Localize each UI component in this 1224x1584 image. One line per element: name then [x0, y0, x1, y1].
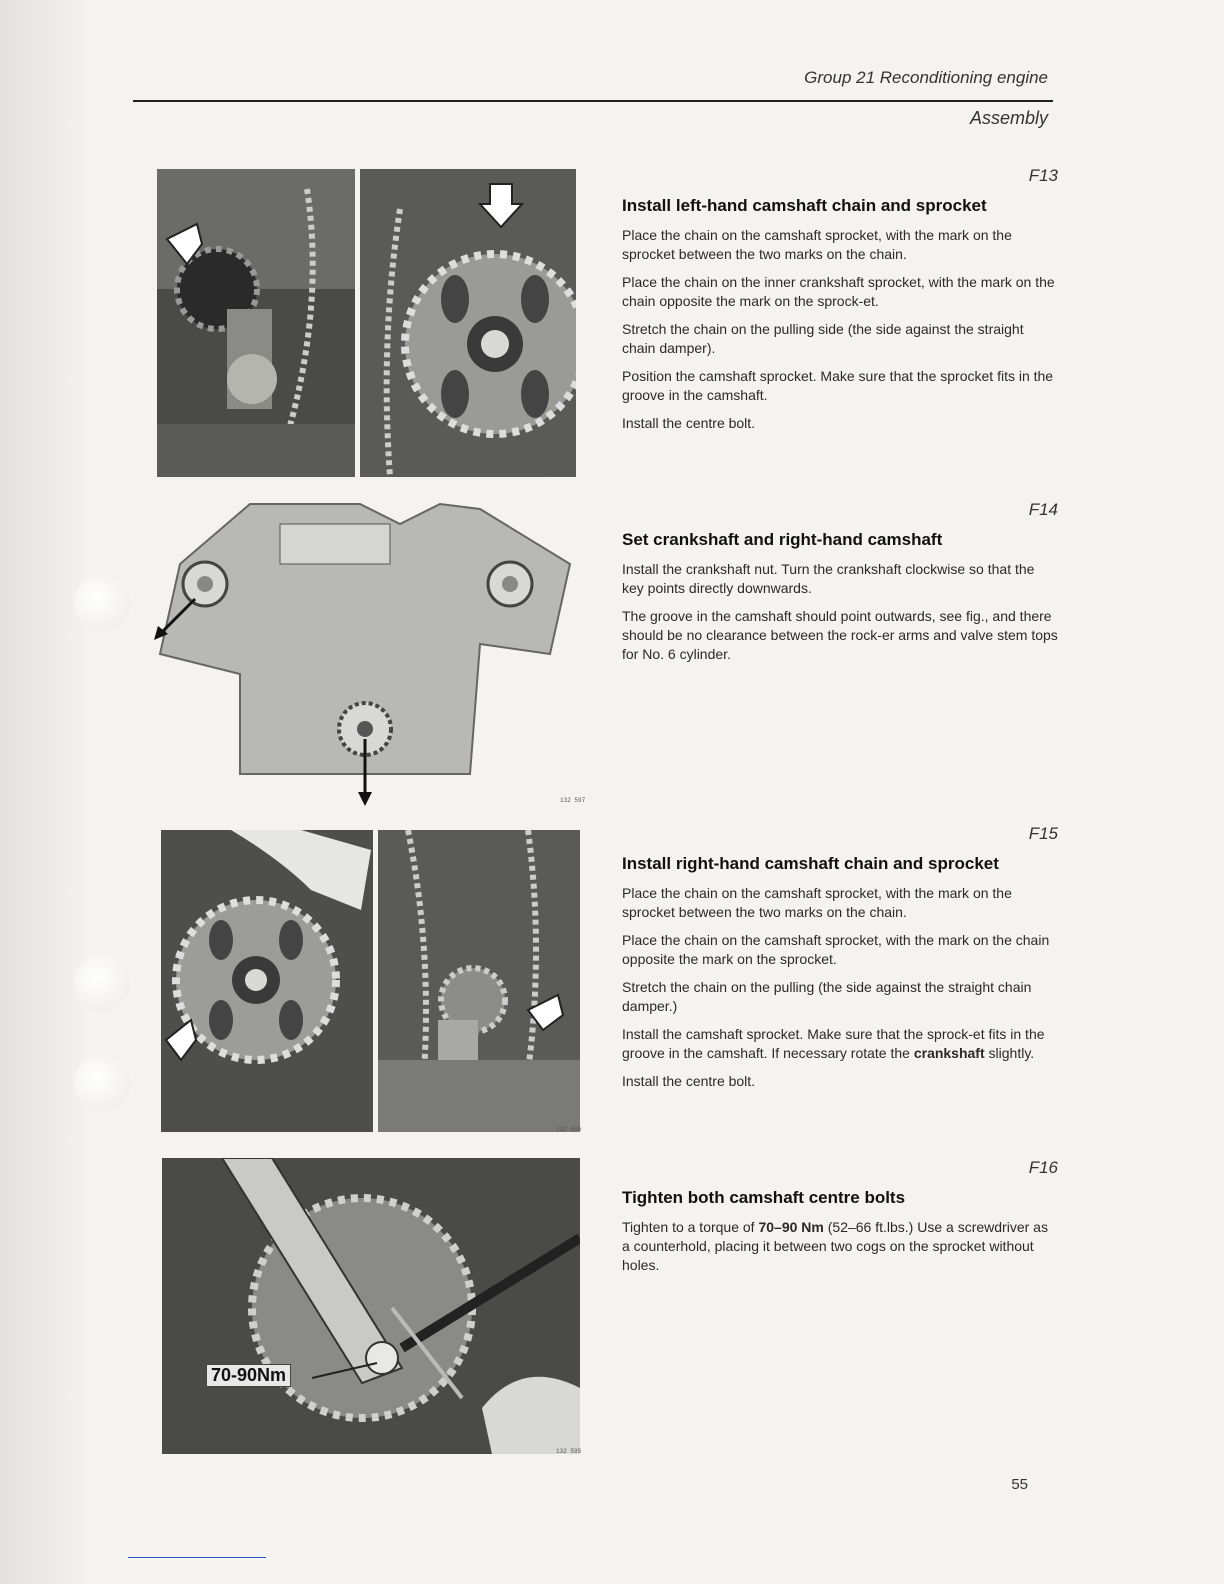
section-title: Install left-hand camshaft chain and sprocket	[622, 196, 987, 215]
figure-number: F15	[1028, 824, 1058, 843]
text-run: (52–66 ft.lbs.) Use a screwdriver as a counterhold, placing it between two cogs on the sprocket without holes.	[622, 1219, 1048, 1273]
header-rule	[133, 100, 1053, 102]
figure-code: 132 598	[545, 470, 571, 477]
text-run: slightly.	[984, 1045, 1035, 1061]
f13-photo-right	[360, 169, 576, 477]
section-title: Install right-hand camshaft chain and sprocket	[622, 854, 999, 873]
paragraph	[622, 1218, 1058, 1275]
section-f16	[622, 1158, 1058, 1284]
figure-number: F14	[1028, 500, 1058, 519]
bold-term: crankshaft	[913, 1045, 985, 1061]
section-title: Tighten both camshaft centre bolts	[622, 1188, 906, 1207]
figure-number: F13	[1028, 166, 1058, 185]
figure-code: 132 596	[556, 1126, 582, 1133]
section-f13	[622, 166, 1058, 442]
paragraph: Place the chain on the camshaft sprocket, with the mark on the sprocket between the two marks on the chain.	[622, 885, 1012, 920]
text-run: Install the camshaft sprocket. Make sure that the sprock-et fits in the groove in the camshaft. If necessary rotate the	[622, 1026, 1045, 1061]
paragraph: Stretch the chain on the pulling side (the side against the straight chain damper).	[622, 321, 1024, 356]
section-f14	[622, 500, 1058, 673]
f15-photo-right	[378, 830, 580, 1132]
section-f15	[622, 824, 1058, 1100]
punch-hole	[74, 575, 130, 631]
header-title: Group 21 Reconditioning engine	[804, 68, 1048, 87]
paragraph: Place the chain on the camshaft sprocket, with the mark on the chain opposite the mark on the sprocket.	[622, 932, 1050, 967]
f15-photo-left	[161, 830, 373, 1132]
torque-label: 70-90Nm	[206, 1364, 291, 1387]
f16-photo	[162, 1158, 580, 1454]
paragraph: The groove in the camshaft should point outwards, see fig., and there should be no clearance between the rock-er arms and valve stem tops for No. 6 cylinder.	[622, 608, 1058, 662]
paragraph: Place the chain on the camshaft sprocket, with the mark on the sprocket between the two marks on the chain.	[622, 227, 1012, 262]
page-edge-shadow	[0, 0, 90, 1584]
f13-photo-left	[157, 169, 355, 477]
punch-hole	[74, 1055, 130, 1111]
paragraph: Install the centre bolt.	[622, 1073, 756, 1089]
paragraph	[622, 1025, 1058, 1063]
figure-code: 132 595	[556, 1448, 582, 1455]
bold-term: 70–90 Nm	[758, 1219, 824, 1235]
link-underline	[128, 1557, 266, 1558]
f14-engine-diagram	[150, 494, 590, 814]
figure-number: F16	[1028, 1158, 1058, 1177]
paragraph: Stretch the chain on the pulling (the side against the straight chain damper.)	[622, 979, 1032, 1014]
figure-code: 132 597	[560, 797, 586, 804]
header-subtitle: Assembly	[969, 108, 1048, 128]
punch-hole	[74, 955, 130, 1011]
paragraph: Position the camshaft sprocket. Make sure that the sprocket fits in the groove in the camshaft.	[622, 368, 1054, 403]
text-run: Tighten to a torque of	[622, 1219, 759, 1235]
paragraph: Install the crankshaft nut. Turn the crankshaft clockwise so that the key points directly downwards.	[622, 561, 1035, 596]
paragraph: Install the centre bolt.	[622, 415, 756, 431]
paragraph: Place the chain on the inner crankshaft sprocket, with the mark on the chain opposite the mark on the sprock-et.	[622, 274, 1055, 309]
page-number: 55	[1011, 1476, 1028, 1493]
section-title: Set crankshaft and right-hand camshaft	[622, 530, 943, 549]
